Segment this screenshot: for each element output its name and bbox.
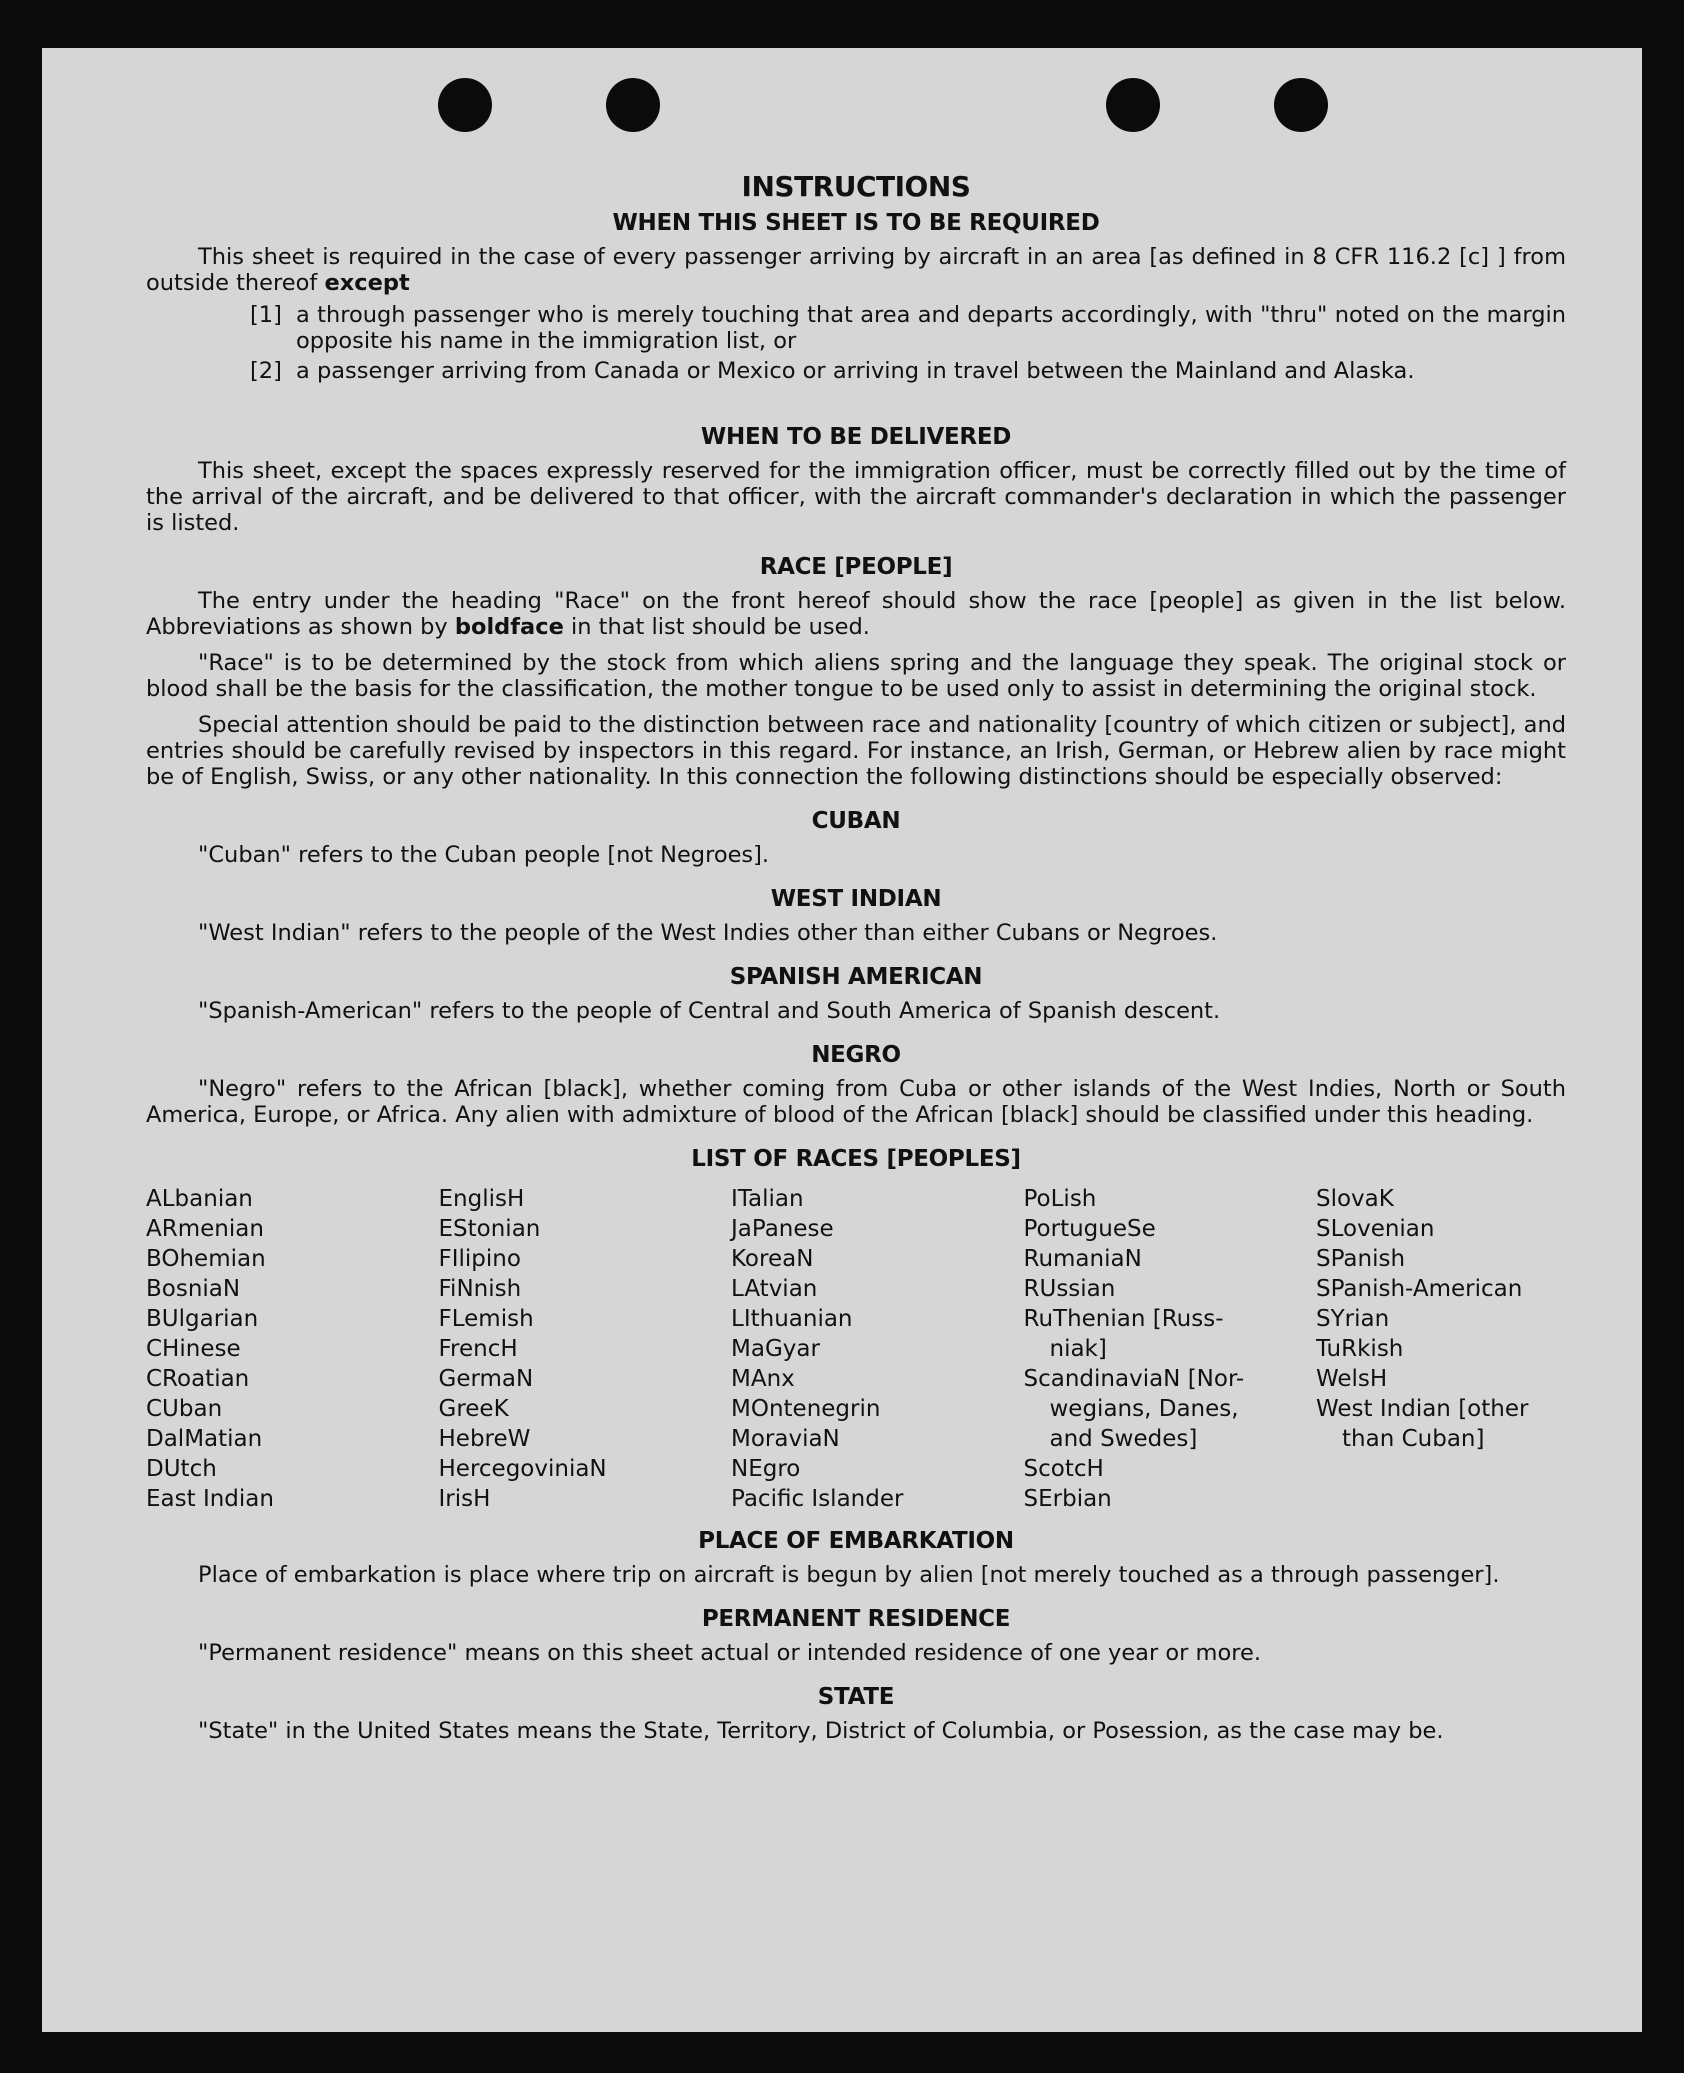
race-entry: SLovenian bbox=[1316, 1216, 1435, 1242]
heading-required: WHEN THIS SHEET IS TO BE REQUIRED bbox=[612, 210, 1100, 236]
race-entry: TuRkish bbox=[1316, 1336, 1404, 1362]
race-entry: ITalian bbox=[731, 1186, 804, 1212]
race-entry: IrisH bbox=[438, 1486, 491, 1512]
heading-delivered: WHEN TO BE DELIVERED bbox=[700, 424, 1012, 450]
required-intro: This sheet is required in the case of every passenger arriving by aircraft in an area [as defined in 8 CFR 116.2 [c] ] from outside thereof except bbox=[146, 244, 1566, 296]
races-column-2 bbox=[439, 1184, 709, 1514]
race-entry: wegians, Danes, bbox=[1049, 1396, 1239, 1422]
race-entry: ALbanian bbox=[146, 1186, 253, 1212]
race-entry: DalMatian bbox=[146, 1426, 263, 1452]
race-entry: WelsH bbox=[1316, 1366, 1388, 1392]
race-entry: West Indian [other bbox=[1316, 1396, 1529, 1422]
race-entry: Pacific Islander bbox=[731, 1486, 904, 1512]
race-entry: GreeK bbox=[438, 1396, 509, 1422]
race-entry: RumaniaN bbox=[1023, 1246, 1142, 1272]
race-entry: and Swedes] bbox=[1049, 1426, 1198, 1452]
race-entry: JaPanese bbox=[731, 1216, 834, 1242]
residence-text: "Permanent residence" means on this sheet actual or intended residence of one year or more. bbox=[198, 1640, 1261, 1666]
races-column-5 bbox=[1316, 1184, 1566, 1514]
race-entry: BUlgarian bbox=[146, 1306, 259, 1332]
race-entry: CUban bbox=[146, 1396, 223, 1422]
race-entry: BOhemian bbox=[146, 1246, 266, 1272]
race-entry: ARmenian bbox=[146, 1216, 264, 1242]
race-entry: PoLish bbox=[1023, 1186, 1097, 1212]
heading-state: STATE bbox=[817, 1684, 895, 1710]
list-item: [1] a through passenger who is merely touching that area and departs accordingly, with "thru" noted on the margin opposite his name in the immigration list, or bbox=[250, 302, 1566, 354]
race-entry: LAtvian bbox=[731, 1276, 818, 1302]
heading-spanish-american: SPANISH AMERICAN bbox=[729, 964, 983, 990]
punch-hole-1 bbox=[438, 78, 492, 132]
race-entry: MoraviaN bbox=[731, 1426, 840, 1452]
race-entry: EnglisH bbox=[438, 1186, 525, 1212]
document-sheet bbox=[42, 48, 1642, 2032]
races-list bbox=[146, 1184, 1566, 1514]
race-entry: MOntenegrin bbox=[731, 1396, 881, 1422]
heading-embarkation: PLACE OF EMBARKATION bbox=[698, 1528, 1014, 1554]
race-entry: SlovaK bbox=[1316, 1186, 1394, 1212]
race-entry: MAnx bbox=[731, 1366, 795, 1392]
race-entry: RUssian bbox=[1023, 1276, 1116, 1302]
race-entry: GermaN bbox=[438, 1366, 534, 1392]
race-entry: DUtch bbox=[146, 1456, 217, 1482]
embarkation-text: Place of embarkation is place where trip on aircraft is begun by alien [not merely touched as a through passenger]. bbox=[198, 1562, 1500, 1588]
race-entry: RuThenian [Russ- bbox=[1023, 1306, 1224, 1332]
heading-cuban: CUBAN bbox=[811, 808, 901, 834]
race-entry: East Indian bbox=[146, 1486, 274, 1512]
race-entry: PortugueSe bbox=[1023, 1216, 1156, 1242]
race-paragraph-3: Special attention should be paid to the distinction between race and nationality [country of which citizen or subject], and entries should be carefully revised by inspectors in this regard. For instance, an Irish, German, or Hebrew alien by race might be of English, Swiss, or any other nationality. In this connection the following distinctions should be especially observed: bbox=[146, 712, 1566, 790]
west-indian-text: "West Indian" refers to the people of the West Indies other than either Cubans or Negroes. bbox=[198, 920, 1218, 946]
list-item: [2] a passenger arriving from Canada or Mexico or arriving in travel between the Mainland and Alaska. bbox=[250, 358, 1415, 384]
exceptions-list bbox=[146, 302, 1566, 384]
race-entry: FiNnish bbox=[438, 1276, 522, 1302]
document-content bbox=[146, 170, 1566, 1754]
race-entry: EStonian bbox=[438, 1216, 541, 1242]
race-paragraph-2: "Race" is to be determined by the stock from which aliens spring and the language they speak. The original stock or blood shall be the basis for the classification, the mother tongue to be used only to assist in determining the original stock. bbox=[146, 650, 1566, 702]
race-entry: niak] bbox=[1049, 1336, 1107, 1362]
punch-hole-4 bbox=[1274, 78, 1328, 132]
race-entry: NEgro bbox=[731, 1456, 801, 1482]
race-entry: ScotcH bbox=[1023, 1456, 1104, 1482]
race-entry: SPanish-American bbox=[1316, 1276, 1523, 1302]
race-entry: KoreaN bbox=[731, 1246, 814, 1272]
race-entry: LIthuanian bbox=[731, 1306, 853, 1332]
race-entry: BosniaN bbox=[146, 1276, 241, 1302]
state-text: "State" in the United States means the State, Territory, District of Columbia, or Posession, as the case may be. bbox=[198, 1718, 1444, 1744]
punch-hole-3 bbox=[1106, 78, 1160, 132]
negro-text: "Negro" refers to the African [black], whether coming from Cuba or other islands of the West Indies, North or South America, Europe, or Africa. Any alien with admixture of blood of the African [black] should be classified under this heading. bbox=[146, 1076, 1566, 1128]
race-entry: than Cuban] bbox=[1342, 1426, 1485, 1452]
races-column-1 bbox=[146, 1184, 416, 1514]
race-entry: CHinese bbox=[146, 1336, 241, 1362]
page-title: INSTRUCTIONS bbox=[741, 170, 971, 203]
heading-races-list: LIST OF RACES [PEOPLES] bbox=[691, 1146, 1021, 1172]
race-entry: FrencH bbox=[438, 1336, 518, 1362]
heading-residence: PERMANENT RESIDENCE bbox=[701, 1606, 1011, 1632]
race-entry: SErbian bbox=[1023, 1486, 1112, 1512]
except-word: except bbox=[324, 270, 410, 296]
heading-west-indian: WEST INDIAN bbox=[770, 886, 942, 912]
heading-negro: NEGRO bbox=[811, 1042, 901, 1068]
cuban-text: "Cuban" refers to the Cuban people [not Negroes]. bbox=[198, 842, 770, 868]
race-entry: HercegoviniaN bbox=[438, 1456, 607, 1482]
spanish-american-text: "Spanish-American" refers to the people of Central and South America of Spanish descent. bbox=[198, 998, 1221, 1024]
delivered-text: This sheet, except the spaces expressly reserved for the immigration officer, must be correctly filled out by the time of the arrival of the aircraft, and be delivered to that officer, with the aircraft commander's declaration in which the passenger is listed. bbox=[146, 458, 1566, 536]
race-entry: ScandinaviaN [Nor- bbox=[1023, 1366, 1245, 1392]
heading-race: RACE [PEOPLE] bbox=[759, 554, 953, 580]
punch-hole-2 bbox=[606, 78, 660, 132]
race-entry: FIlipino bbox=[438, 1246, 521, 1272]
races-column-4 bbox=[1024, 1184, 1294, 1514]
race-entry: SPanish bbox=[1316, 1246, 1406, 1272]
race-entry: MaGyar bbox=[731, 1336, 820, 1362]
race-entry: HebreW bbox=[438, 1426, 531, 1452]
race-entry: SYrian bbox=[1316, 1306, 1390, 1332]
race-entry: CRoatian bbox=[146, 1366, 250, 1392]
race-entry: FLemish bbox=[438, 1306, 534, 1332]
race-paragraph-1: The entry under the heading "Race" on the front hereof should show the race [people] as given in the list below. Abbreviations as shown by boldface in that list should be used. bbox=[146, 588, 1566, 640]
races-column-3 bbox=[731, 1184, 1001, 1514]
